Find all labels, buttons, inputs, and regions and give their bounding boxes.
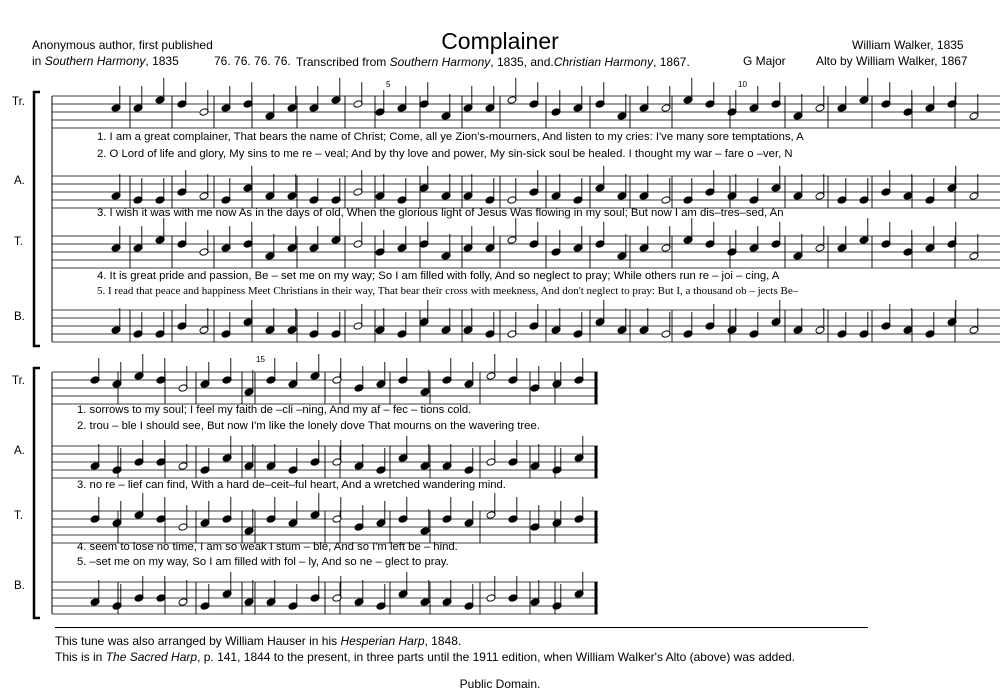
key-signature-label: G Major	[743, 54, 786, 68]
part-label-alto: A.	[14, 175, 25, 187]
part-label-bass: B.	[14, 311, 25, 323]
part-label-alto: A.	[14, 445, 25, 457]
license-note: Public Domain.	[459, 677, 541, 691]
lyric-verse-1: 1. I am a great complainer, That bears the name of Christ; Come, all ye Zion's-mourners, And listen to my cries: I've many sore temptations, A	[97, 131, 804, 143]
composer: William Walker, 1835	[852, 38, 964, 52]
author-line-2: in Southern Harmony, 1835	[32, 54, 179, 68]
lyric-verse-5: 5. –set me on my way, So I am filled with fol – ly, And so ne – glect to pray.	[77, 556, 449, 568]
lyric-verse-4: 4. seem to lose no time, I am so weak I stum – ble, And so I'm left be – hind.	[77, 541, 458, 553]
lyric-verse-2: 2. trou – ble I should see, But now I'm like the lonely dove That mourns on the wavering tree.	[77, 420, 540, 432]
lyric-verse-5: 5. I read that peace and happiness Meet Christians in their way, That bear their cross with meekness, And don't neglect to pray: But I, a thousand ob – jects Be–	[97, 285, 799, 297]
measure-number: 15	[256, 355, 265, 364]
transcription-note: Transcribed from Southern Harmony, 1835, and.Christian Harmony, 1867.	[296, 55, 690, 69]
part-label-treble: Tr.	[12, 375, 25, 387]
footer-note-sacred-harp: This is in The Sacred Harp, p. 141, 1844 to the present, in three parts until the 1911 edition, when William Walker's Alto (above) was added.	[55, 650, 796, 664]
part-label-tenor: T.	[14, 510, 23, 522]
author-line-1: Anonymous author, first published	[32, 38, 213, 52]
lyric-verse-1: 1. sorrows to my soul; I feel my faith de –cli –ning, And my af – fec – tions cold.	[77, 404, 472, 416]
meter: 76. 76. 76. 76.	[214, 54, 291, 68]
measure-number: 10	[738, 80, 747, 89]
lyric-verse-3: 3. I wish it was with me now As in the days of old, When the glorious light of Jesus Was flowing in my soul; But now I am dis–tres–sed, An	[97, 207, 784, 219]
footer-divider	[55, 627, 868, 628]
part-label-treble: Tr.	[12, 96, 25, 108]
footer-note-hauser: This tune was also arranged by William Hauser in his Hesperian Harp, 1848.	[55, 634, 462, 648]
system-bracket	[34, 92, 40, 346]
lyric-verse-3: 3. no re – lief can find, With a hard de–ceit–ful heart, And a wretched wandering mind.	[77, 479, 506, 491]
alto-credit: Alto by William Walker, 1867	[816, 54, 968, 68]
part-label-bass: B.	[14, 580, 25, 592]
system-bracket	[34, 368, 40, 618]
page-title: Complainer	[441, 28, 559, 54]
lyric-verse-2: 2. O Lord of life and glory, My sins to me re – veal; And by thy love and power, My sin-sick soul be healed. I thought my war – fare o –ver, N	[97, 148, 793, 160]
measure-number: 5	[386, 80, 391, 89]
lyric-verse-4: 4. It is great pride and passion, Be – set me on my way; So I am filled with folly, And so neglect to pray; While others run re – joi – cing, A	[97, 270, 780, 282]
part-label-tenor: T.	[14, 236, 23, 248]
